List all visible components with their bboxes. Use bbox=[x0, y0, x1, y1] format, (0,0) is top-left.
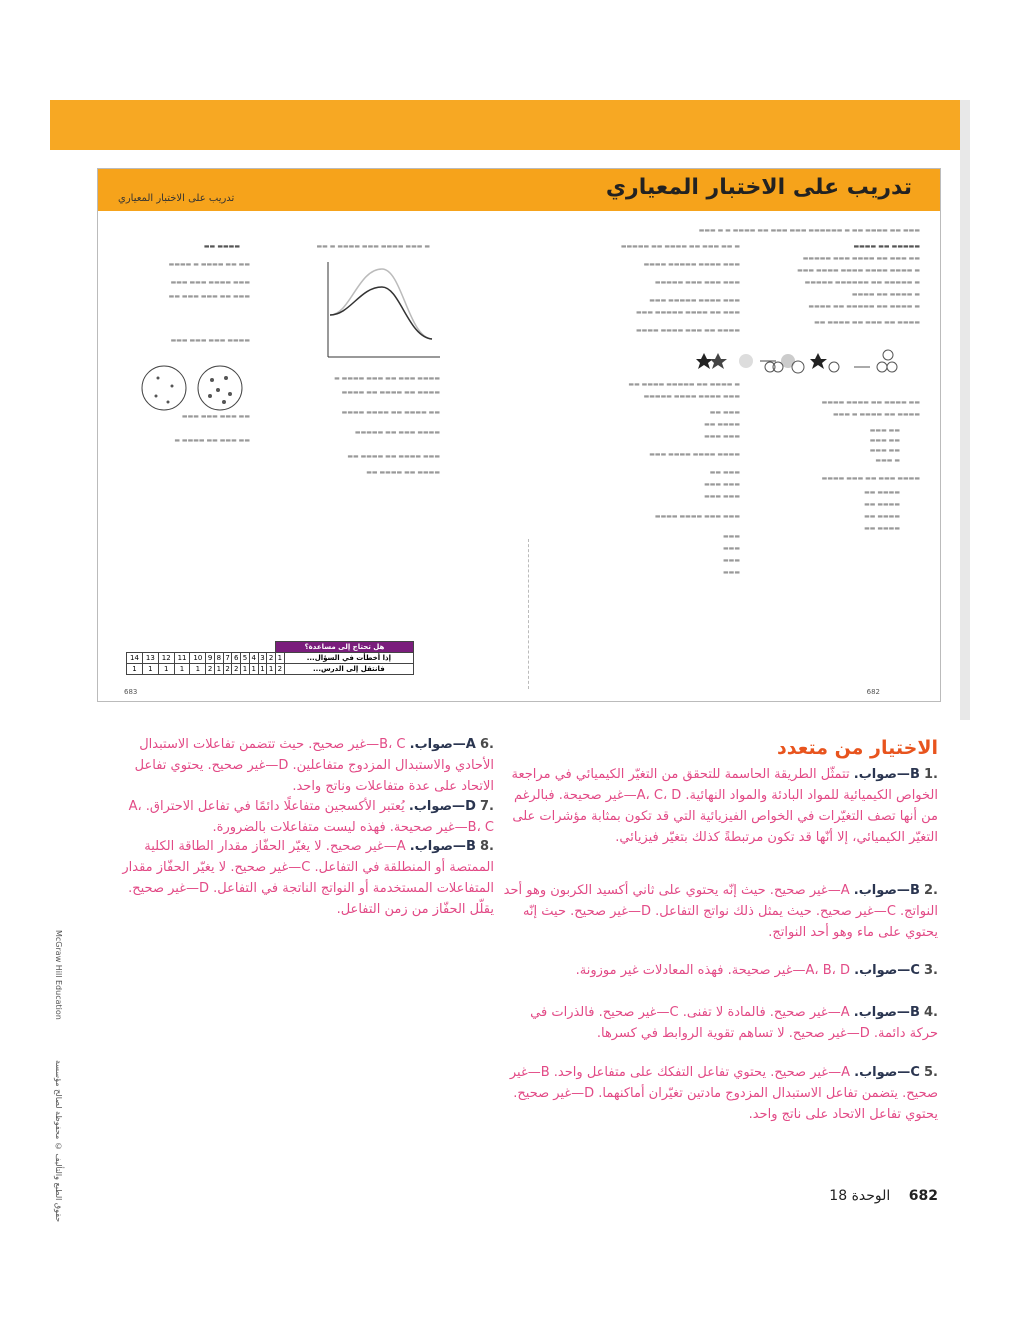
answer-number: .5 bbox=[924, 1065, 938, 1080]
help-lesson-cell: 1 bbox=[190, 664, 206, 675]
answer-4 bbox=[498, 1002, 938, 1044]
help-question-cell: 6 bbox=[232, 653, 241, 664]
answer-key: C—صواب. bbox=[854, 963, 920, 978]
embedded-title: تدريب على الاختبار المعياري bbox=[605, 175, 912, 200]
help-question-cell: 2 bbox=[267, 653, 276, 664]
energy-diagram bbox=[320, 257, 445, 367]
molecule-diagram bbox=[758, 347, 908, 383]
help-lesson-cell: 1 bbox=[241, 664, 250, 675]
help-lesson-cell: 1 bbox=[249, 664, 258, 675]
answer-7 bbox=[118, 796, 494, 838]
help-lesson-cell: 1 bbox=[214, 664, 223, 675]
help-lesson-cell: 1 bbox=[158, 664, 174, 675]
help-table bbox=[126, 641, 414, 675]
help-lesson-cell: 2 bbox=[223, 664, 232, 675]
answer-key: B—صواب. bbox=[853, 883, 920, 898]
answer-key: B—صواب. bbox=[853, 1005, 920, 1020]
answer-5 bbox=[498, 1062, 938, 1125]
answer-number: .4 bbox=[924, 1005, 938, 1020]
answer-key: D—صواب. bbox=[408, 799, 476, 814]
help-lesson-cell: 1 bbox=[174, 664, 190, 675]
help-table-heading: هل تحتاج إلى مساعدة؟ bbox=[276, 642, 414, 653]
help-lesson-cell: 2 bbox=[206, 664, 215, 675]
answer-number: .7 bbox=[480, 799, 494, 814]
embedded-footer-left: 683 bbox=[124, 688, 138, 696]
help-question-cell: 5 bbox=[241, 653, 250, 664]
embedded-running-title: تدريب على الاختبار المعياري bbox=[118, 193, 235, 204]
particle-circles bbox=[140, 364, 250, 414]
answer-text: يُعتبر الأكسجين متفاعلًا دائمًا في تفاعل الاحتراق. A، B، C—غير صحيحة. فهذه ليست متفاعلات بالضرورة. bbox=[128, 799, 494, 835]
section-heading: الاختيار من متعدد bbox=[777, 737, 938, 759]
answer-text: A—غير صحيح. حيث إنّه يحتوي على ثاني أكسيد الكربون وهو أحد النواتج. C—غير صحيح. حيث يمثل ذلك نواتج التفاعل. D—غير صحيح. حيث إنّه يحتوي على ماء وهو أحد النواتج. bbox=[503, 883, 938, 940]
help-lesson-cell: 1 bbox=[127, 664, 143, 675]
answer-number: .1 bbox=[924, 767, 938, 782]
answer-number: .6 bbox=[480, 737, 494, 752]
answer-6 bbox=[118, 734, 494, 797]
page-footer bbox=[829, 1188, 938, 1204]
help-row-lessons-label: فانتقل إلى الدرس... bbox=[284, 664, 413, 675]
embedded-footer-right: 682 bbox=[866, 688, 880, 696]
help-lesson-cell: 2 bbox=[232, 664, 241, 675]
answer-key: B—صواب. bbox=[409, 839, 476, 854]
help-lesson-cell: 1 bbox=[142, 664, 158, 675]
help-question-cell: 7 bbox=[223, 653, 232, 664]
side-credit: McGraw Hill Education bbox=[54, 930, 63, 1020]
help-question-cell: 11 bbox=[174, 653, 190, 664]
help-question-cell: 1 bbox=[276, 653, 285, 664]
help-question-cell: 12 bbox=[158, 653, 174, 664]
help-lesson-cell: 1 bbox=[258, 664, 267, 675]
answer-key: A—صواب. bbox=[409, 737, 476, 752]
answer-1 bbox=[498, 764, 938, 848]
help-question-cell: 9 bbox=[206, 653, 215, 664]
page-edge bbox=[960, 100, 970, 720]
answer-key: C—صواب. bbox=[854, 1065, 920, 1080]
answer-number: .2 bbox=[924, 883, 938, 898]
answer-text: A—غير صحيح. يحتوي تفاعل التفكك على متفاعل واحد. B—غير صحيح. يتضمن تفاعل الاستبدال المزدوج مادتين تغيّران أماكنهما. D—غير صحيح. يحتوي تفاعل الاتحاد على ناتج واحد. bbox=[509, 1065, 938, 1122]
answer-number: .8 bbox=[480, 839, 494, 854]
top-color-band bbox=[50, 100, 968, 150]
column-divider bbox=[528, 539, 530, 689]
help-question-cell: 14 bbox=[127, 653, 143, 664]
answer-3 bbox=[498, 960, 938, 981]
answer-text: A، B، D—غير صحيحة. فهذه المعادلات غير موزونة. bbox=[575, 963, 850, 978]
help-lesson-cell: 1 bbox=[267, 664, 276, 675]
side-credit-arabic: حقوق الطبع والتأليف © محفوظة لصالح مؤسسة bbox=[54, 1060, 63, 1223]
answer-text: A—غير صحيح. فالمادة لا تفنى. C—غير صحيح. فالذرات في حركة دائمة. D—غير صحيح. لا تساهم تقوية الروابط في كسرها. bbox=[530, 1005, 938, 1041]
embedded-student-page: تدريب على الاختبار المعياري تدريب على الاختبار المعياري ▬▬▬ ▬▬ ▬▬▬▬ ▬▬ ▬ ▬▬▬▬▬▬ ▬▬▬ ▬▬▬ ▬▬ ▬▬▬▬ ▬ ▬ ▬▬▬ ▬▬▬▬▬ ▬▬ ▬▬▬▬ ▬▬ ▬▬▬ ▬▬ ▬▬▬▬ ▬▬▬ ▬▬▬▬▬ ▬ ▬▬▬▬ ▬▬▬▬ ▬▬▬▬ ▬▬▬▬ ▬▬▬ ▬ ▬▬▬▬▬ ▬▬ ▬▬▬▬▬▬ ▬▬▬▬▬ ▬ ▬▬▬▬ ▬▬ ▬▬▬▬ ▬ ▬▬▬▬ ▬▬ ▬▬▬▬▬ ▬▬ ▬▬▬▬ ▬▬▬▬ ▬▬ ▬▬▬ ▬▬ ▬▬▬▬ ▬▬ ▬▬ ▬▬▬▬ ▬▬ ▬▬▬▬ ▬▬▬▬ ▬▬▬▬ ▬▬ ▬▬▬▬ ▬ ▬▬▬ ▬▬ ▬▬▬ ▬▬ ▬▬▬ ▬▬ ▬▬▬ ▬ ▬▬▬ ▬▬▬▬ ▬▬▬ ▬▬ ▬▬▬ ▬▬▬▬ ▬▬▬▬ ▬▬ ▬▬▬▬ ▬▬ ▬▬▬▬ ▬▬ ▬▬▬▬ ▬▬ ▬ ▬▬ ▬▬▬ ▬▬ ▬▬▬▬ ▬▬ ▬▬▬▬▬ ▬▬▬ ▬▬▬▬ ▬▬▬▬▬ ▬▬▬▬ ▬▬▬ ▬▬▬ ▬▬▬ ▬▬▬▬▬ ▬▬▬ ▬▬▬▬ ▬▬▬▬▬ ▬▬▬ ▬▬▬ ▬▬ ▬▬▬▬ ▬▬▬▬▬ ▬▬▬ ▬▬▬▬ ▬▬ ▬▬▬ ▬▬▬▬ ▬▬▬▬ ▬ ▬▬▬▬ ▬▬ ▬▬▬▬▬ ▬▬▬▬ ▬▬ ▬▬▬ ▬▬▬▬ ▬▬▬▬ ▬▬▬▬▬ ▬▬▬ ▬▬ ▬▬▬▬ ▬▬ ▬▬▬ ▬▬▬ ▬▬▬▬ ▬▬▬▬ ▬▬▬▬ ▬▬▬ ▬▬▬ ▬▬ ▬▬▬ ▬▬▬ ▬▬▬ ▬▬▬ ▬▬▬ ▬▬▬ ▬▬▬▬ ▬▬▬▬ ▬▬▬ ▬▬▬ ▬▬▬ ▬▬▬ ▬ ▬▬▬ ▬▬▬▬ ▬▬▬ ▬▬▬▬ ▬ ▬▬ ▬▬▬▬ ▬▬▬ ▬▬ ▬▬▬ ▬▬▬▬ ▬ ▬▬▬▬ ▬▬ ▬▬▬▬ ▬▬ ▬▬▬▬ ▬▬ ▬▬▬▬ ▬▬ ▬▬▬▬ ▬▬▬▬ ▬▬▬▬ ▬▬▬ ▬▬ ▬▬▬▬▬ ▬▬▬ ▬▬▬▬ ▬▬ ▬▬▬▬ ▬▬ ▬▬▬▬ ▬▬ ▬▬▬▬ ▬▬ ▬▬▬▬ ▬▬ ▬▬ ▬▬ ▬▬▬▬ ▬ ▬▬▬▬ ▬▬▬ ▬▬▬▬ ▬▬▬ ▬▬▬ ▬▬▬ ▬▬ ▬▬▬ ▬▬▬ ▬▬ ▬▬▬▬ ▬▬▬ ▬▬▬ ▬▬▬ ▬▬ ▬▬▬ ▬▬▬ ▬▬▬ ▬▬ ▬▬▬ ▬▬ ▬▬▬▬ ▬ هل تحتاج إلى مساعدة؟ إذا أخطأت في السؤال... 1 2 3 4 5 6 7 8 9 10 11 12 13 14 فانتقل إلى الدرس... 2 1 1 1 1 2 2 1 2 1 1 1 1 1 682 683 bbox=[97, 168, 941, 702]
help-question-cell: 8 bbox=[214, 653, 223, 664]
answer-key: B—صواب. bbox=[853, 767, 920, 782]
answer-text: A—غير صحيح. لا يغيّر الحفّاز مقدار الطاقة الكلية الممتصة أو المنطلقة في التفاعل. C—غير صحيح. لا يغيّر الحفّاز مقدار المتفاعلات المستخدمة أو النواتج الناتجة في التفاعل. D—غير صحيح. يقلّل الحفّاز من زمن التفاعل. bbox=[122, 839, 494, 917]
help-question-cell: 13 bbox=[142, 653, 158, 664]
help-question-cell: 10 bbox=[190, 653, 206, 664]
answer-text: تتمثّل الطريقة الحاسمة للتحقق من التغيّر الكيميائي في مراجعة الخواص الكيميائية للمواد البادئة والمواد النهائية. A، C، D—غير صحيحة. فبالرغم من أنها تصف التغيّرات في الخواص الفيزيائية التي قد تكون بمثابة مؤشرات على التغيّر الكيميائي، إلا أنّها قد تكون مرتبطةً كذلك بتغيّر فيزيائي. bbox=[511, 767, 938, 845]
answer-text: B، C—غير صحيح. حيث تتضمن تفاعلات الاستبدال الأحادي والاستبدال المزدوج متفاعلين. D—غير صحيح. يحتوي تفاعل الاتحاد على عدة متفاعلات وناتج واحد. bbox=[134, 737, 494, 794]
help-question-cell: 3 bbox=[258, 653, 267, 664]
answer-2 bbox=[498, 880, 938, 943]
help-row-questions-label: إذا أخطأت في السؤال... bbox=[284, 653, 413, 664]
answer-number: .3 bbox=[924, 963, 938, 978]
page-number: 682 bbox=[908, 1188, 938, 1204]
answer-8 bbox=[118, 836, 494, 920]
unit-label: الوحدة 18 bbox=[829, 1188, 891, 1204]
help-lesson-cell: 2 bbox=[276, 664, 285, 675]
help-question-cell: 4 bbox=[249, 653, 258, 664]
